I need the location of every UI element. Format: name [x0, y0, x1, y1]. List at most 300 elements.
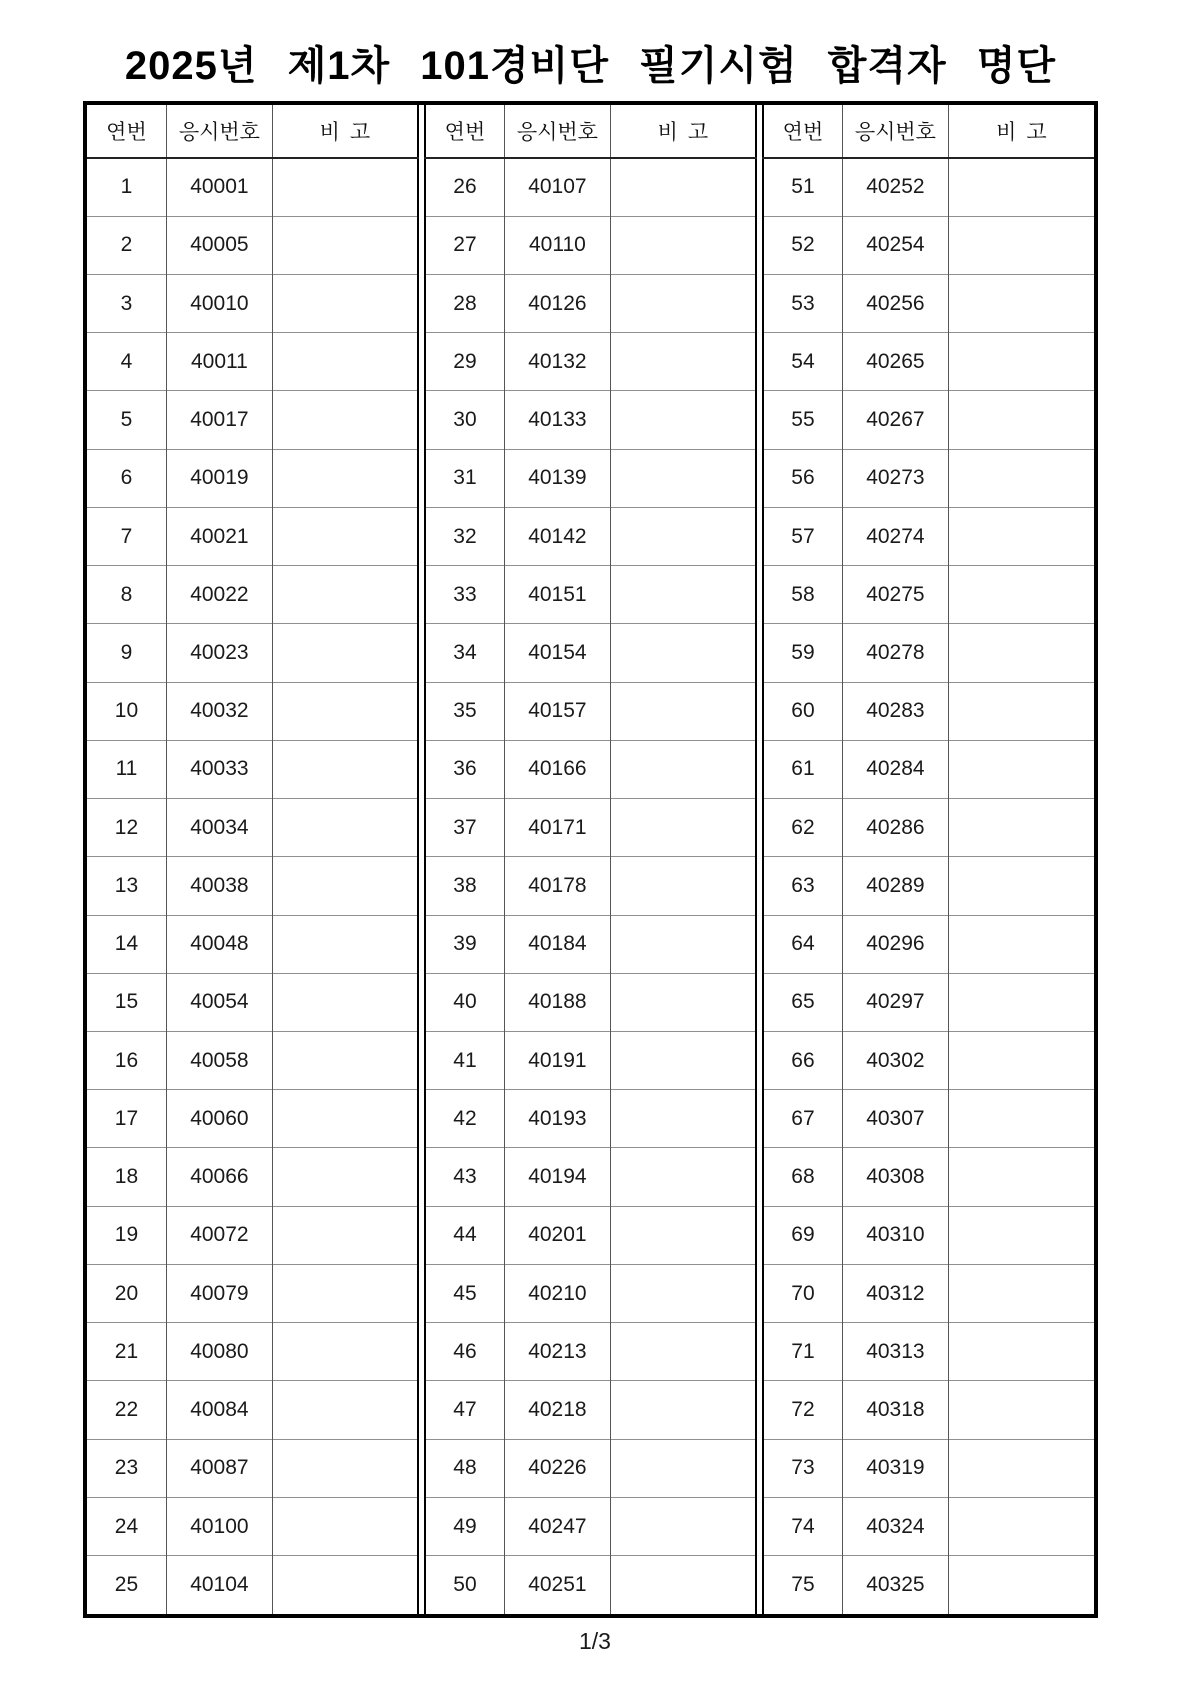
note-cell — [948, 799, 1094, 857]
serial-cell: 29 — [425, 333, 504, 391]
exam-number-cell: 40019 — [166, 449, 272, 507]
note-cell — [272, 1032, 418, 1090]
table-row — [425, 1032, 756, 1090]
exam-number-cell: 40100 — [166, 1497, 272, 1555]
table-row — [425, 158, 756, 216]
exam-number-cell: 40166 — [504, 740, 610, 798]
serial-cell: 59 — [763, 624, 842, 682]
exam-number-cell: 40066 — [166, 1148, 272, 1206]
table-row — [763, 391, 1094, 449]
exam-number-cell: 40284 — [842, 740, 948, 798]
serial-cell: 46 — [425, 1323, 504, 1381]
serial-cell: 54 — [763, 333, 842, 391]
serial-header: 연번 — [425, 105, 504, 158]
table-row — [87, 1264, 418, 1322]
note-cell — [948, 1439, 1094, 1497]
note-cell — [948, 973, 1094, 1031]
serial-cell: 23 — [87, 1439, 166, 1497]
table-row — [763, 1381, 1094, 1439]
note-cell — [948, 1381, 1094, 1439]
table-row — [425, 1090, 756, 1148]
serial-cell: 69 — [763, 1206, 842, 1264]
serial-cell: 62 — [763, 799, 842, 857]
exam-number-cell: 40256 — [842, 274, 948, 332]
note-cell — [610, 857, 756, 915]
exam-number-cell: 40252 — [842, 158, 948, 216]
table-row — [87, 507, 418, 565]
note-cell — [948, 507, 1094, 565]
serial-cell: 34 — [425, 624, 504, 682]
exam-number-cell: 40247 — [504, 1497, 610, 1555]
table-row — [87, 682, 418, 740]
serial-cell: 16 — [87, 1032, 166, 1090]
serial-cell: 8 — [87, 566, 166, 624]
note-cell — [272, 973, 418, 1031]
exam-number-cell: 40278 — [842, 624, 948, 682]
exam-number-cell: 40213 — [504, 1323, 610, 1381]
table-row — [87, 857, 418, 915]
exam-number-cell: 40188 — [504, 973, 610, 1031]
note-cell — [272, 1206, 418, 1264]
exam-number-cell: 40318 — [842, 1381, 948, 1439]
table-row — [425, 1206, 756, 1264]
table-row — [87, 274, 418, 332]
note-cell — [948, 1556, 1094, 1614]
exam-number-cell: 40104 — [166, 1556, 272, 1614]
exam-number-cell: 40126 — [504, 274, 610, 332]
table-row — [87, 624, 418, 682]
note-cell — [272, 1556, 418, 1614]
exam-number-cell: 40191 — [504, 1032, 610, 1090]
note-cell — [272, 915, 418, 973]
table-row — [87, 740, 418, 798]
note-cell — [948, 1206, 1094, 1264]
table-row — [763, 333, 1094, 391]
note-cell — [272, 158, 418, 216]
exam-number-cell: 40283 — [842, 682, 948, 740]
note-cell — [272, 391, 418, 449]
note-cell — [272, 1148, 418, 1206]
table-row — [425, 799, 756, 857]
note-cell — [948, 1264, 1094, 1322]
exam-number-header: 응시번호 — [842, 105, 948, 158]
table-row — [425, 333, 756, 391]
serial-cell: 51 — [763, 158, 842, 216]
serial-cell: 47 — [425, 1381, 504, 1439]
exam-number-cell: 40023 — [166, 624, 272, 682]
table-row — [87, 973, 418, 1031]
serial-cell: 57 — [763, 507, 842, 565]
exam-number-cell: 40154 — [504, 624, 610, 682]
note-cell — [610, 1556, 756, 1614]
table-row — [87, 566, 418, 624]
table-row — [763, 507, 1094, 565]
serial-cell: 74 — [763, 1497, 842, 1555]
serial-cell: 38 — [425, 857, 504, 915]
serial-cell: 73 — [763, 1439, 842, 1497]
exam-number-cell: 40084 — [166, 1381, 272, 1439]
serial-cell: 52 — [763, 216, 842, 274]
table-group-2 — [424, 105, 757, 1614]
table-row — [425, 624, 756, 682]
note-cell — [948, 1032, 1094, 1090]
exam-number-cell: 40251 — [504, 1556, 610, 1614]
note-cell — [272, 624, 418, 682]
note-cell — [948, 274, 1094, 332]
note-cell — [272, 507, 418, 565]
serial-cell: 37 — [425, 799, 504, 857]
note-cell — [610, 1381, 756, 1439]
exam-number-cell: 40048 — [166, 915, 272, 973]
table-row — [763, 566, 1094, 624]
serial-cell: 43 — [425, 1148, 504, 1206]
table-row — [87, 158, 418, 216]
table-row — [425, 1148, 756, 1206]
note-cell — [272, 333, 418, 391]
note-cell — [948, 391, 1094, 449]
header-row — [763, 105, 1094, 158]
serial-cell: 66 — [763, 1032, 842, 1090]
serial-cell: 65 — [763, 973, 842, 1031]
serial-cell: 1 — [87, 158, 166, 216]
exam-number-cell: 40178 — [504, 857, 610, 915]
note-header: 비고 — [272, 105, 418, 158]
exam-number-cell: 40110 — [504, 216, 610, 274]
note-cell — [272, 274, 418, 332]
table-row — [763, 274, 1094, 332]
note-cell — [948, 740, 1094, 798]
exam-number-cell: 40001 — [166, 158, 272, 216]
header-row — [87, 105, 418, 158]
serial-cell: 50 — [425, 1556, 504, 1614]
serial-cell: 75 — [763, 1556, 842, 1614]
note-cell — [610, 1032, 756, 1090]
exam-number-cell: 40297 — [842, 973, 948, 1031]
table-group-3 — [762, 105, 1094, 1614]
table-row — [87, 1090, 418, 1148]
note-cell — [610, 1264, 756, 1322]
exam-number-cell: 40210 — [504, 1264, 610, 1322]
serial-header: 연번 — [763, 105, 842, 158]
table-row — [763, 915, 1094, 973]
serial-cell: 48 — [425, 1439, 504, 1497]
table-row — [87, 333, 418, 391]
serial-cell: 28 — [425, 274, 504, 332]
exam-number-header: 응시번호 — [504, 105, 610, 158]
table-row — [87, 1556, 418, 1614]
note-cell — [272, 1323, 418, 1381]
exam-number-cell: 40312 — [842, 1264, 948, 1322]
exam-number-cell: 40193 — [504, 1090, 610, 1148]
serial-cell: 58 — [763, 566, 842, 624]
serial-cell: 36 — [425, 740, 504, 798]
serial-cell: 11 — [87, 740, 166, 798]
serial-cell: 12 — [87, 799, 166, 857]
table-row — [763, 1323, 1094, 1381]
serial-cell: 26 — [425, 158, 504, 216]
exam-number-cell: 40157 — [504, 682, 610, 740]
note-cell — [272, 1264, 418, 1322]
exam-number-cell: 40010 — [166, 274, 272, 332]
note-cell — [272, 449, 418, 507]
exam-number-cell: 40296 — [842, 915, 948, 973]
exam-number-cell: 40319 — [842, 1439, 948, 1497]
table-row — [763, 1556, 1094, 1614]
serial-cell: 21 — [87, 1323, 166, 1381]
exam-number-cell: 40058 — [166, 1032, 272, 1090]
table-row — [763, 1439, 1094, 1497]
note-cell — [610, 1206, 756, 1264]
serial-cell: 68 — [763, 1148, 842, 1206]
serial-cell: 3 — [87, 274, 166, 332]
table-row — [763, 1090, 1094, 1148]
serial-cell: 60 — [763, 682, 842, 740]
note-cell — [948, 1148, 1094, 1206]
exam-number-cell: 40289 — [842, 857, 948, 915]
serial-cell: 72 — [763, 1381, 842, 1439]
exam-number-header: 응시번호 — [166, 105, 272, 158]
note-cell — [610, 216, 756, 274]
table-row — [425, 1323, 756, 1381]
serial-cell: 17 — [87, 1090, 166, 1148]
table-row — [425, 682, 756, 740]
table-row — [763, 740, 1094, 798]
table-row — [425, 1556, 756, 1614]
table-row — [425, 1381, 756, 1439]
serial-cell: 71 — [763, 1323, 842, 1381]
table-row — [87, 216, 418, 274]
note-cell — [272, 740, 418, 798]
exam-number-cell: 40194 — [504, 1148, 610, 1206]
serial-header: 연번 — [87, 105, 166, 158]
note-cell — [610, 1323, 756, 1381]
serial-cell: 49 — [425, 1497, 504, 1555]
exam-number-cell: 40054 — [166, 973, 272, 1031]
serial-cell: 13 — [87, 857, 166, 915]
serial-cell: 15 — [87, 973, 166, 1031]
serial-cell: 14 — [87, 915, 166, 973]
exam-number-cell: 40325 — [842, 1556, 948, 1614]
note-cell — [948, 915, 1094, 973]
exam-number-cell: 40201 — [504, 1206, 610, 1264]
note-cell — [948, 1323, 1094, 1381]
exam-number-cell: 40274 — [842, 507, 948, 565]
serial-cell: 33 — [425, 566, 504, 624]
table-row — [763, 973, 1094, 1031]
serial-cell: 4 — [87, 333, 166, 391]
table-row — [87, 1323, 418, 1381]
exam-number-cell: 40184 — [504, 915, 610, 973]
exam-number-cell: 40072 — [166, 1206, 272, 1264]
note-cell — [610, 158, 756, 216]
table-row — [87, 1148, 418, 1206]
serial-cell: 41 — [425, 1032, 504, 1090]
note-header: 비고 — [948, 105, 1094, 158]
serial-cell: 20 — [87, 1264, 166, 1322]
note-cell — [610, 740, 756, 798]
note-cell — [272, 1439, 418, 1497]
serial-cell: 27 — [425, 216, 504, 274]
note-cell — [610, 1497, 756, 1555]
note-cell — [610, 1090, 756, 1148]
table-group-1 — [87, 105, 419, 1614]
exam-number-cell: 40324 — [842, 1497, 948, 1555]
page-title: 2025년 제1차 101경비단 필기시험 합격자 명단 — [124, 44, 1057, 88]
serial-cell: 30 — [425, 391, 504, 449]
serial-cell: 42 — [425, 1090, 504, 1148]
table-row — [763, 1206, 1094, 1264]
serial-cell: 67 — [763, 1090, 842, 1148]
note-cell — [948, 1497, 1094, 1555]
note-cell — [948, 857, 1094, 915]
table-row — [87, 1497, 418, 1555]
exam-number-cell: 40005 — [166, 216, 272, 274]
table-row — [763, 1497, 1094, 1555]
table-row — [763, 216, 1094, 274]
exam-number-cell: 40267 — [842, 391, 948, 449]
note-cell — [610, 391, 756, 449]
note-cell — [610, 566, 756, 624]
table-row — [87, 1381, 418, 1439]
table-row — [87, 449, 418, 507]
exam-number-cell: 40254 — [842, 216, 948, 274]
table-row — [87, 1206, 418, 1264]
serial-cell: 24 — [87, 1497, 166, 1555]
note-cell — [610, 624, 756, 682]
note-cell — [948, 566, 1094, 624]
serial-cell: 35 — [425, 682, 504, 740]
note-cell — [948, 158, 1094, 216]
serial-cell: 39 — [425, 915, 504, 973]
table-row — [425, 1497, 756, 1555]
table-row — [425, 566, 756, 624]
table-row — [425, 915, 756, 973]
exam-number-cell: 40265 — [842, 333, 948, 391]
serial-cell: 56 — [763, 449, 842, 507]
exam-number-cell: 40218 — [504, 1381, 610, 1439]
exam-number-cell: 40133 — [504, 391, 610, 449]
note-cell — [948, 682, 1094, 740]
table-row — [425, 740, 756, 798]
serial-cell: 19 — [87, 1206, 166, 1264]
exam-number-cell: 40302 — [842, 1032, 948, 1090]
exam-number-cell: 40313 — [842, 1323, 948, 1381]
serial-cell: 2 — [87, 216, 166, 274]
exam-number-cell: 40171 — [504, 799, 610, 857]
serial-cell: 18 — [87, 1148, 166, 1206]
serial-cell: 32 — [425, 507, 504, 565]
note-cell — [610, 1439, 756, 1497]
note-cell — [948, 216, 1094, 274]
table-row — [87, 1032, 418, 1090]
note-header: 비고 — [610, 105, 756, 158]
serial-cell: 7 — [87, 507, 166, 565]
note-cell — [272, 1497, 418, 1555]
note-cell — [272, 799, 418, 857]
serial-cell: 22 — [87, 1381, 166, 1439]
note-cell — [610, 1148, 756, 1206]
note-cell — [272, 1381, 418, 1439]
table-row — [763, 1264, 1094, 1322]
exam-number-cell: 40286 — [842, 799, 948, 857]
header-row — [425, 105, 756, 158]
exam-number-cell: 40308 — [842, 1148, 948, 1206]
table-row — [763, 1032, 1094, 1090]
serial-cell: 64 — [763, 915, 842, 973]
exam-number-cell: 40275 — [842, 566, 948, 624]
note-cell — [948, 449, 1094, 507]
table-row — [425, 449, 756, 507]
exam-number-cell: 40079 — [166, 1264, 272, 1322]
note-cell — [610, 274, 756, 332]
exam-number-cell: 40132 — [504, 333, 610, 391]
exam-number-cell: 40151 — [504, 566, 610, 624]
exam-number-cell: 40021 — [166, 507, 272, 565]
exam-number-cell: 40139 — [504, 449, 610, 507]
note-cell — [610, 973, 756, 1031]
note-cell — [272, 682, 418, 740]
note-cell — [272, 566, 418, 624]
table-row — [425, 391, 756, 449]
page-number: 1/3 — [579, 1628, 611, 1654]
table-row — [763, 1148, 1094, 1206]
note-cell — [610, 682, 756, 740]
serial-cell: 61 — [763, 740, 842, 798]
exam-number-cell: 40038 — [166, 857, 272, 915]
table-row — [425, 857, 756, 915]
table-row — [425, 1439, 756, 1497]
table-row — [425, 1264, 756, 1322]
table-row — [763, 799, 1094, 857]
note-cell — [610, 507, 756, 565]
note-cell — [610, 449, 756, 507]
table-row — [425, 973, 756, 1031]
exam-number-cell: 40107 — [504, 158, 610, 216]
note-cell — [948, 624, 1094, 682]
serial-cell: 45 — [425, 1264, 504, 1322]
serial-cell: 70 — [763, 1264, 842, 1322]
exam-number-cell: 40034 — [166, 799, 272, 857]
table-row — [763, 682, 1094, 740]
exam-number-cell: 40080 — [166, 1323, 272, 1381]
serial-cell: 44 — [425, 1206, 504, 1264]
serial-cell: 40 — [425, 973, 504, 1031]
table-row — [87, 391, 418, 449]
serial-cell: 55 — [763, 391, 842, 449]
note-cell — [948, 333, 1094, 391]
exam-number-cell: 40142 — [504, 507, 610, 565]
exam-number-cell: 40032 — [166, 682, 272, 740]
serial-cell: 53 — [763, 274, 842, 332]
table-row — [425, 216, 756, 274]
table-row — [763, 857, 1094, 915]
exam-number-cell: 40033 — [166, 740, 272, 798]
serial-cell: 9 — [87, 624, 166, 682]
serial-cell: 63 — [763, 857, 842, 915]
exam-number-cell: 40307 — [842, 1090, 948, 1148]
passers-table — [83, 101, 1098, 1618]
table-row — [425, 274, 756, 332]
note-cell — [610, 915, 756, 973]
serial-cell: 5 — [87, 391, 166, 449]
note-cell — [610, 333, 756, 391]
note-cell — [948, 1090, 1094, 1148]
serial-cell: 10 — [87, 682, 166, 740]
exam-number-cell: 40087 — [166, 1439, 272, 1497]
note-cell — [272, 857, 418, 915]
table-row — [763, 624, 1094, 682]
exam-number-cell: 40017 — [166, 391, 272, 449]
